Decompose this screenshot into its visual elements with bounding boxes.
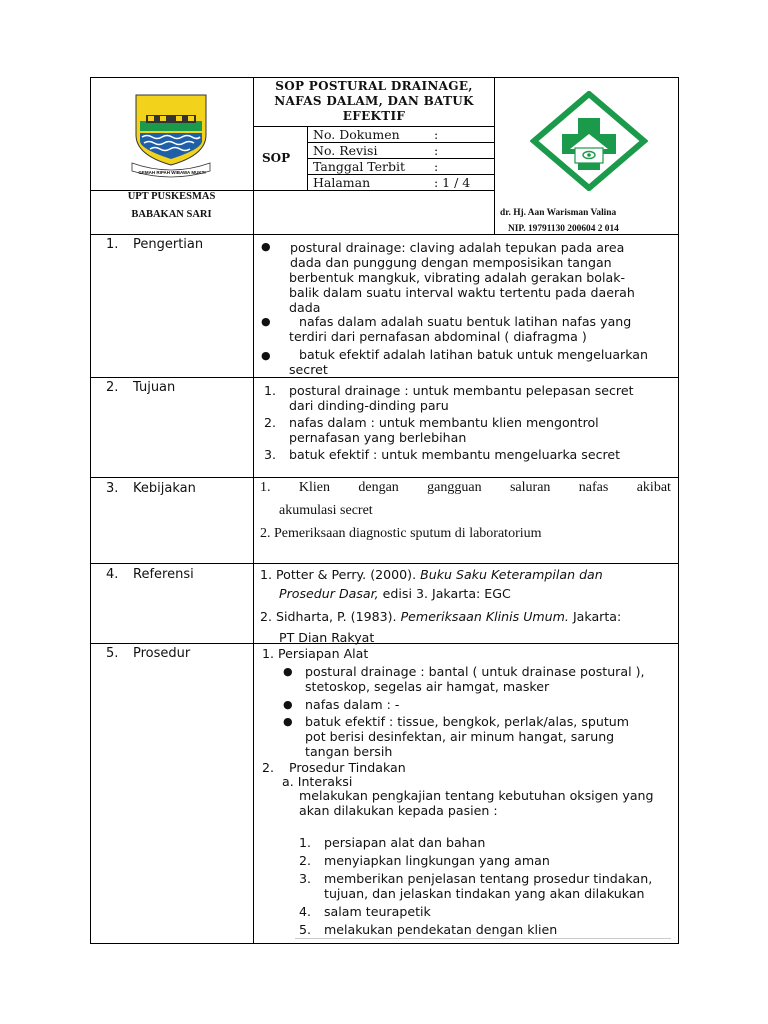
persiapan-title: 1. Persiapan Alat [262,646,369,661]
pengertian-item-3 [289,347,648,377]
bullet-icon: ● [261,240,271,253]
puskesmas-logo [530,91,648,191]
text-line: tujuan, dan jelaskan tindakan yang akan dilakukan [324,886,645,901]
interaksi-title: a. Interaksi [282,774,353,789]
tujuan-item-3-number: 3. [264,447,277,462]
text-line: batuk efektif : untuk membantu mengeluarka secret [289,447,621,462]
text-line: nafas dalam : untuk membantu klien mengontrol [289,415,599,430]
step-3-text [324,871,652,901]
section-4-number: 4. [106,567,119,582]
meta-no-revisi-value: : [434,143,439,158]
step-2-text: menyiapkan lingkungan yang aman [324,853,550,868]
text-line: dari dinding-dinding paru [289,398,449,413]
kebijakan-item-2: 2. Pemeriksaan diagnostic sputum di laboratorium [260,526,542,541]
section-2-label: Tujuan [133,380,176,395]
title-line-2: NAFAS DALAM, DAN BATUK [274,94,474,108]
text-line: tangan bersih [305,744,393,759]
bullet-icon: ● [283,665,293,678]
referensi-item-2-cont: PT Dian Rakyat [279,630,375,645]
text-line: balik dalam suatu interval waktu tertentu pada daerah [289,285,635,300]
ref-author: 2. Sidharta, P. (1983). [260,609,401,624]
ref-title: Buku Saku Keterampilan dan [420,567,603,582]
step-1-text: persiapan alat dan bahan [324,835,486,850]
section-3-number: 3. [106,481,119,496]
interaksi-text [299,788,654,818]
section-5-number: 5. [106,646,119,661]
word: 1. [260,480,271,495]
text-line: batuk efektif adalah latihan batuk untuk mengeluarkan [299,347,648,362]
ref-publisher: Jakarta: [568,609,622,624]
persiapan-item-1 [305,664,645,694]
step-5-number: 5. [299,922,312,937]
text-line: postural drainage : bantal ( untuk drainase postural ), [305,664,645,679]
tujuan-item-1-number: 1. [264,383,277,398]
divider [295,938,671,939]
text-line: nafas dalam adalah suatu bentuk latihan nafas yang [299,314,632,329]
word: nafas [578,480,609,495]
step-1-number: 1. [299,835,312,850]
step-2-number: 2. [299,853,312,868]
text-line: nafas dalam : - [305,697,400,712]
meta-halaman-value: : 1 / 4 [434,175,471,190]
text-line: secret [289,362,328,377]
org-name-line1: UPT PUSKESMAS [127,191,216,202]
step-4-text: salam teurapetik [324,904,431,919]
text-line: terdiri dari pernafasan abdominal ( diafragma ) [289,329,587,344]
city-crest-logo [130,91,212,179]
pengertian-item-1-cont [290,255,612,270]
word: akibat [636,480,671,495]
kebijakan-item-1-cont: akumulasi secret [279,503,373,518]
text-line: stetoskop, segelas air hamgat, masker [305,679,550,694]
bullet-icon: ● [261,315,271,328]
persiapan-item-2 [305,697,399,712]
tindakan-number: 2. [262,760,275,775]
title-line-3: EFEKTIF [342,109,406,123]
meta-no-revisi-label: No. Revisi [313,143,378,158]
text-line: dada [289,300,321,315]
bullet-icon: ● [261,349,271,362]
tindakan-title: Prosedur Tindakan [289,760,406,775]
persiapan-item-3 [305,714,629,759]
text-line: pernafasan yang berlebihan [289,430,467,445]
tujuan-item-2-number: 2. [264,415,277,430]
referensi-item-2 [260,609,621,624]
referensi-item-1 [260,567,603,582]
kebijakan-item-1 [260,480,671,496]
section-1-number: 1. [106,237,119,252]
section-2-number: 2. [106,380,119,395]
pengertian-item-1-wrap [289,270,635,315]
text-line: berbentuk mangkuk, vibrating adalah gerakan bolak- [289,270,626,285]
step-5-text: melakukan pendekatan dengan klien [324,922,558,937]
section-5-label: Prosedur [133,646,191,661]
word: gangguan [427,480,482,495]
text-line: akan dilakukan kepada pasien : [299,803,498,818]
ref-title: Prosedur Dasar, [279,586,379,601]
bullet-icon: ● [283,715,293,728]
pengertian-item-2 [289,314,631,344]
text-line: postural drainage: claving adalah tepukan pada area [290,240,625,255]
section-1-label: Pengertian [133,237,204,252]
tujuan-item-2 [289,415,599,445]
meta-tanggal-label: Tanggal Terbit [313,159,406,174]
bullet-icon: ● [283,698,293,711]
meta-halaman-label: Halaman [313,175,371,190]
word: dengan [358,480,399,495]
section-3-label: Kebijakan [133,481,196,496]
step-3-number: 3. [299,871,312,886]
tujuan-item-3 [289,447,620,462]
ref-publisher: edisi 3. Jakarta: EGC [378,586,511,601]
document-title [255,79,493,124]
text-line: pot berisi desinfektan, air minum hangat, sarung [305,729,615,744]
section-4-label: Referensi [133,567,194,582]
meta-no-dokumen-label: No. Dokumen [313,127,400,142]
crest-motto: GEMAH RIPAH WIBAWA MUKTI [138,170,206,175]
text-line: memberikan penjelasan tentang prosedur tindakan, [324,871,653,886]
word: Klien [298,480,330,495]
text-line: batuk efektif : tissue, bengkok, perlak/alas, sputum [305,714,630,729]
title-line-1: SOP POSTURAL DRAINAGE, [275,79,473,93]
pengertian-item-1 [290,240,624,255]
ref-title: Pemeriksaan Klinis Umum. [400,609,569,624]
tujuan-item-1 [289,383,634,413]
text-line: dada dan punggung dengan memposisikan tangan [290,255,612,270]
text-line: postural drainage : untuk membantu pelepasan secret [289,383,634,398]
org-name-line2: BABAKAN SARI [131,209,212,220]
text-line: melakukan pengkajian tentang kebutuhan oksigen yang [299,788,654,803]
word: saluran [509,480,551,495]
meta-tanggal-value: : [434,159,439,174]
step-4-number: 4. [299,904,312,919]
sop-label: SOP [262,151,291,165]
ref-author: 1. Potter & Perry. (2000). [260,567,421,582]
meta-no-dokumen-value: : [434,127,439,142]
referensi-item-1-cont [279,586,511,601]
signer-nip: NIP. 19791130 200604 2 014 [508,224,619,234]
signer-name: dr. Hj. Aan Warisman Valina [500,208,617,218]
